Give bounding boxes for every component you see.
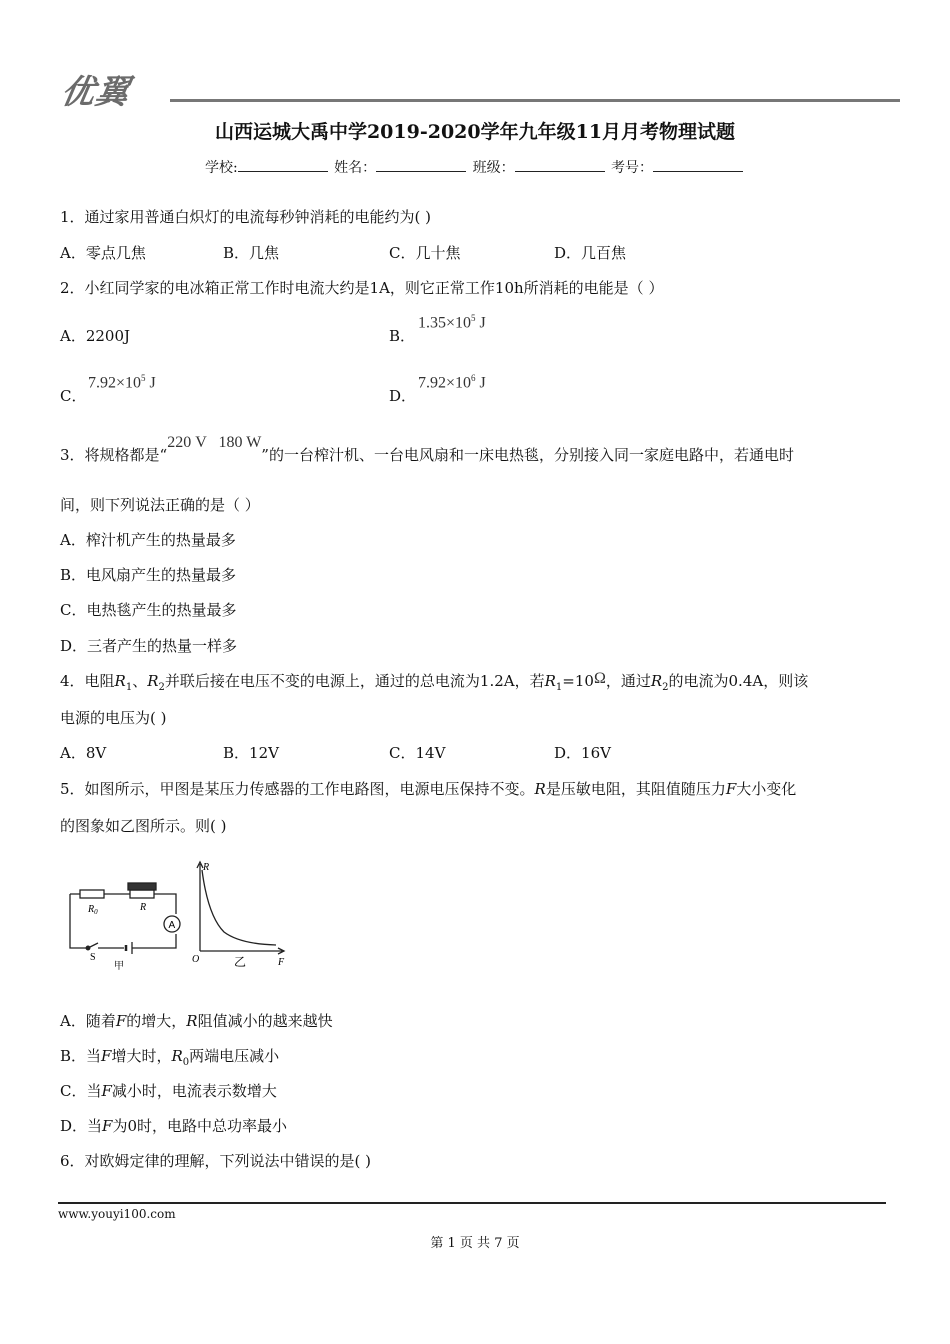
footer-divider <box>58 1202 886 1204</box>
school-label: 学校: <box>204 160 238 176</box>
question-2-option-d-formula: $7.92\times 10^6$ J <box>418 373 486 392</box>
question-2-option-c-formula: $7.92\times 10^5$ J <box>88 373 156 392</box>
logo-underline <box>170 99 900 102</box>
question-4-option-d: D．16V <box>554 744 611 762</box>
question-2-option-c-label: C． <box>60 387 87 405</box>
question-1-option-d: D．几百焦 <box>554 244 627 262</box>
question-6-stem: 6．对欧姆定律的理解，下列说法中错误的是( ) <box>60 1152 372 1170</box>
graph-caption-yi: 乙 <box>234 955 247 969</box>
class-label: 班级： <box>472 160 515 176</box>
question-4-option-c: C．14V <box>389 744 446 762</box>
question-4-option-b: B．12V <box>223 744 279 762</box>
question-2-stem: 2．小红同学家的电冰箱正常工作时电流大约是1A，则它正常工作10h所消耗的电能是（ ） <box>60 279 664 297</box>
class-blank[interactable] <box>515 158 605 172</box>
question-5-stem-line2: 的图象如乙图所示。则( ) <box>60 817 227 835</box>
question-3-stem: 3．将规格都是“220 V 180 W”的一台榨汁机、一台电风扇和一床电热毯，分别接入同一家庭电路中，若通电时 <box>60 434 794 464</box>
question-3-option-b: B．电风扇产生的热量最多 <box>60 566 237 584</box>
question-1-option-c: C．几十焦 <box>389 244 461 262</box>
number-blank[interactable] <box>653 158 743 172</box>
name-blank[interactable] <box>376 158 466 172</box>
question-3-option-d: D．三者产生的热量一样多 <box>60 637 238 655</box>
question-2-option-b-formula: $1.35\times 10^5$ J <box>418 313 486 332</box>
question-2-option-b-label: B． <box>389 327 416 345</box>
school-blank[interactable] <box>238 158 328 172</box>
question-2-option-d-label: D． <box>389 387 417 405</box>
question-4-stem-line2: 电源的电压为( ) <box>60 709 167 727</box>
logo <box>58 66 902 111</box>
circuit-caption-jia: 甲 <box>114 961 124 972</box>
resistance-force-graph <box>197 862 284 954</box>
footer-url[interactable]: www.youyi100.com <box>58 1207 176 1221</box>
question-4-stem: 4．电阻$R_1$、$R_2$并联后接在电压不变的电源上，通过的总电流为1.2A，若$R_1=10\Omega$，通过$R_2$的电流为0.4A，则该 <box>60 670 809 693</box>
ammeter-label: A <box>168 920 176 931</box>
r-resistor-symbol <box>130 890 154 898</box>
graph-curve <box>202 870 276 945</box>
question-5-option-d: D．当F为0时，电路中总功率最小 <box>60 1117 287 1135</box>
question-1-option-b: B．几焦 <box>223 244 280 262</box>
circuit-r0-label: $R_0$ <box>88 904 98 916</box>
circuit-diagram <box>70 883 180 954</box>
question-5-option-c: C．当F减小时，电流表示数增大 <box>60 1082 277 1100</box>
switch-blade <box>88 943 98 948</box>
graph-axis-r-label: R <box>203 862 210 873</box>
pressure-plate-symbol <box>128 883 156 890</box>
logo-text: 优翼 <box>58 72 134 111</box>
question-2-option-a: A．2200J <box>60 327 131 345</box>
graph-origin-label: O <box>192 954 200 965</box>
question-3-option-a: A．榨汁机产生的热量最多 <box>60 531 236 549</box>
question-3-stem-line2: 间，则下列说法正确的是（ ） <box>60 496 260 514</box>
question-5-option-a: A．随着F的增大，R阻值减小的越来越快 <box>60 1012 333 1030</box>
switch-label: S <box>90 952 96 963</box>
question-5-figure <box>62 856 292 976</box>
question-5-stem: 5．如图所示，甲图是某压力传感器的工作电路图，电源电压保持不变。R是压敏电阻，其阻值随压力F大小变化 <box>60 780 797 798</box>
number-label: 考号： <box>611 160 654 176</box>
question-5-option-b: B．当F增大时，$R_0$两端电压减小 <box>60 1047 280 1068</box>
name-label: 姓名： <box>334 160 377 176</box>
student-info-line <box>0 157 950 177</box>
question-4-option-a: A．8V <box>60 744 107 762</box>
page-title: 山西运城大禹中学2019-2020学年九年级11月月考物理试题 <box>214 121 736 143</box>
circuit-r-label: R <box>140 902 147 913</box>
page-number: 第 1 页 共 7 页 <box>430 1236 520 1251</box>
question-1-option-a: A．零点几焦 <box>60 244 146 262</box>
graph-axis-f-label: F <box>278 957 285 968</box>
question-3-spec: 220 V 180 W <box>167 434 262 451</box>
question-1-stem: 1．通过家用普通白炽灯的电流每秒钟消耗的电能约为( ) <box>60 208 432 226</box>
r0-resistor-symbol <box>80 890 104 898</box>
question-3-option-c: C．电热毯产生的热量最多 <box>60 601 237 619</box>
